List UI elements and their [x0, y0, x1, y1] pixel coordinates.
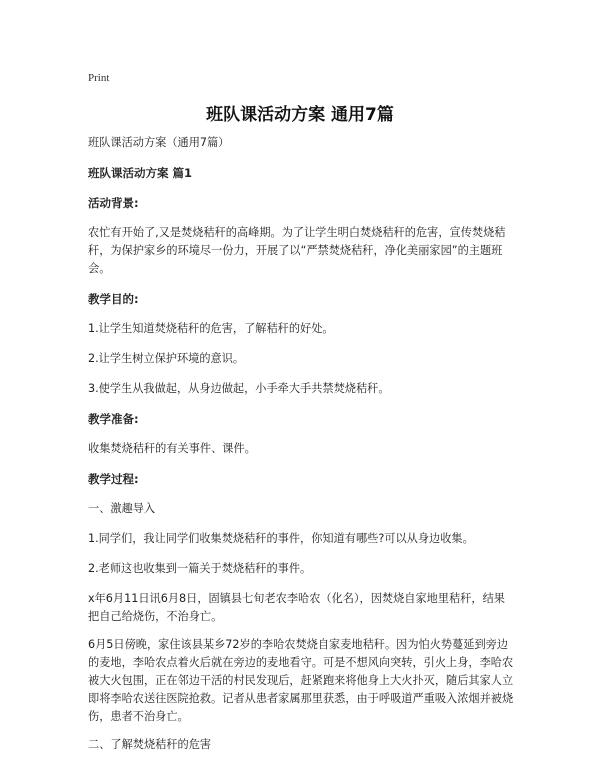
print-link[interactable]: Print	[88, 72, 110, 84]
news-detail-paragraph: 6月5日傍晚，家住该县某乡72岁的李哈农焚烧自家麦地秸秆。因为怕火势蔓延到旁边的麦地，李哈农点着火后就在旁边的麦地看守。可是不想风向突转，引火上身，李哈农被大火包围，正在邻边干活的村民发现后，赶紧跑来将他身上大火扑灭，随后其家人立即将李哈农送往医院抢救。记者从患者家属那里获悉，由于呼吸道严重吸入浓烟并被烧伤，患者不治身亡。	[88, 638, 514, 723]
step-title: 二、了解焚烧秸秆的危害	[88, 738, 212, 751]
background-heading: 活动背景:	[88, 196, 139, 210]
goal-item: 2.让学生树立保护环境的意识。	[88, 352, 245, 365]
prep-heading: 教学准备:	[88, 412, 139, 426]
step-title: 一、激趣导入	[88, 502, 156, 515]
page-title: 班队课活动方案 通用7篇	[206, 105, 394, 125]
goals-heading: 教学目的:	[88, 292, 139, 306]
article-subtitle: 班队课活动方案（通用7篇）	[88, 136, 230, 149]
news-intro-paragraph: x年6月11日讯6月8日，固镇县七旬老农李哈农（化名），因焚烧自家地里秸秆，结果把自己给烧伤，不治身亡。	[88, 592, 505, 623]
prep-paragraph: 收集焚烧秸秆的有关事件、课件。	[88, 442, 256, 455]
part-title: 班队课活动方案 篇1	[88, 166, 193, 180]
process-heading: 教学过程:	[88, 472, 139, 486]
step-item: 1.同学们，我让同学们收集焚烧秸秆的事件，你知道有哪些?可以从身边收集。	[88, 532, 474, 545]
goal-item: 3.使学生从我做起，从身边做起，小手牵大手共禁焚烧秸秆。	[88, 382, 390, 395]
background-paragraph: 农忙有开始了,又是焚烧秸秆的高峰期。为了让学生明白焚烧秸秆的危害，宣传焚烧秸秆，为保护家乡的环境尽一份力，开展了以“严禁焚烧秸秆，净化美丽家园”的主题班会。	[88, 226, 506, 275]
article-body	[88, 134, 514, 766]
step-item: 2.老师这也收集到一篇关于焚烧秸秆的事件。	[88, 562, 312, 575]
goal-item: 1.让学生知道焚烧秸秆的危害，了解秸秆的好处。	[88, 322, 334, 335]
